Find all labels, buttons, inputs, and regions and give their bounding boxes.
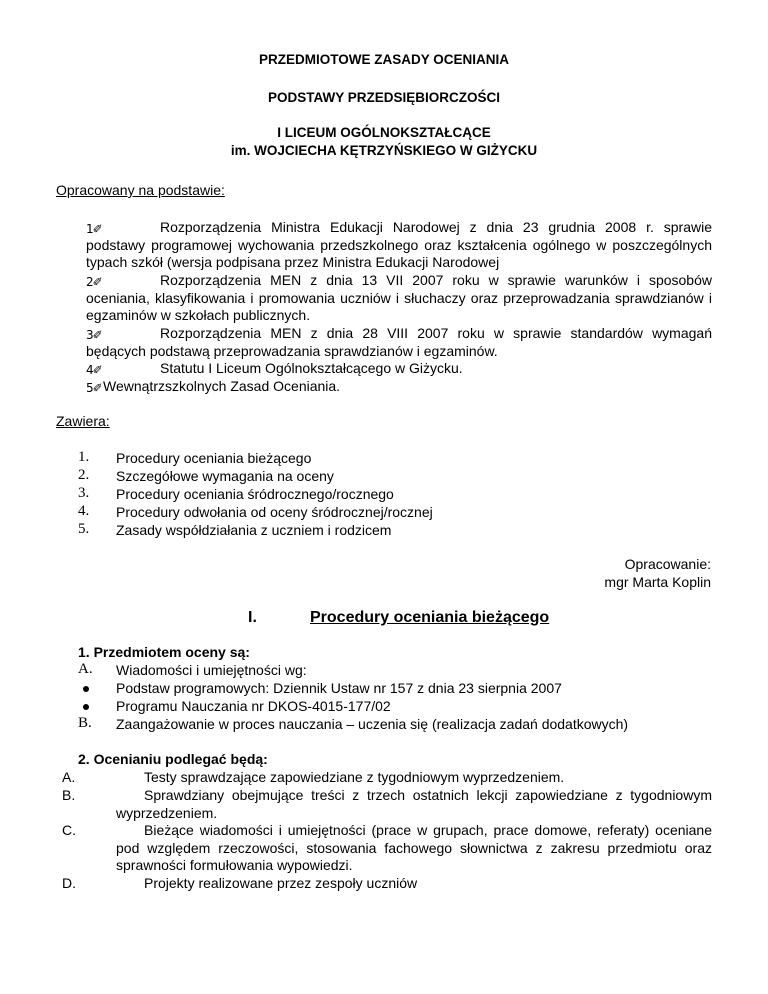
- basis-item-3: Rozporządzenia MEN z dnia 28 VIII 2007 roku w sprawie standardów wymagań będących podstawą przeprowadzania sprawdzianów i egzaminów.: [86, 325, 712, 359]
- contents-item-3: Procedury oceniania śródrocznego/rocznego: [116, 486, 394, 502]
- contents-heading: Zawiera:: [56, 413, 110, 429]
- item-letter-b: B.: [62, 787, 76, 803]
- item-4-icon: 4✐: [86, 363, 102, 377]
- item-5-icon: 5✐: [86, 381, 102, 395]
- bullet: [83, 704, 89, 710]
- item-2-icon: 2✐: [86, 275, 102, 289]
- subsection-1-b: Zaangażowanie w proces nauczania – uczenia się (realizacja zadań dodatkowych): [116, 716, 629, 732]
- contents-item-5: Zasady współdziałania z uczniem i rodzicem: [116, 522, 392, 538]
- item-1-icon: 1✐: [86, 222, 102, 236]
- school-patron: im. WOJCIECHA KĘTRZYŃSKIEGO W GIŻYCKU: [230, 143, 538, 158]
- letter-a: A.: [78, 661, 93, 677]
- contents-num-3: 3.: [78, 485, 90, 501]
- contents-num-5: 5.: [78, 521, 90, 537]
- subsection-2-item-c: Bieżące wiadomości i umiejętności (prace w grupach, prace domowe, referaty) oceniane pod względem rzeczowości, stosowania fachowego słownictwa z zakresu przedmiotu oraz sprawności formułowania wypowiedzi.: [116, 822, 712, 873]
- subsection-1-bullet-1: Podstaw programowych: Dziennik Ustaw nr 157 z dnia 23 sierpnia 2007: [116, 680, 562, 696]
- subsection-1-a: Wiadomości i umiejętności wg:: [116, 662, 307, 678]
- basis-item-4: Statutu I Liceum Ogólnokształcącego w Giżycku.: [160, 360, 463, 376]
- basis-item-1: Rozporządzenia Ministra Edukacji Narodowej z dnia 23 grudnia 2008 r. sprawie podstawy programowej wychowania przedszkolnego oraz kształcenia ogólnego w poszczególnych typach szkół (wersja podpisana przez Ministra Edukacji Narodowej: [86, 219, 712, 270]
- contents-item-2: Szczegółowe wymagania na oceny: [116, 468, 334, 484]
- school-name: I LICEUM OGÓLNOKSZTAŁCĄCE: [277, 125, 491, 140]
- basis-heading: Opracowany na podstawie:: [56, 182, 225, 198]
- document-title: PRZEDMIOTOWE ZASADY OCENIANIA: [258, 52, 509, 67]
- section-number: I.: [248, 609, 257, 626]
- contents-item-1: Procedury oceniania bieżącego: [116, 450, 312, 466]
- item-letter-c: C.: [62, 822, 76, 838]
- contents-num-1: 1.: [78, 449, 90, 465]
- subsection-2-item-a: Testy sprawdzające zapowiedziane z tygodniowym wyprzedzeniem.: [144, 769, 565, 785]
- item-letter-a: A.: [62, 769, 76, 785]
- subsection-1-bullet-2: Programu Nauczania nr DKOS-4015-177/02: [116, 698, 391, 714]
- subsection-2-heading: 2. Ocenianiu podlegać będą:: [78, 751, 268, 767]
- contents-num-2: 2.: [78, 467, 90, 483]
- contents-num-4: 4.: [78, 503, 90, 519]
- bullet: [83, 686, 89, 692]
- contents-item-4: Procedury odwołania od oceny śródrocznej/rocznej: [116, 504, 433, 520]
- subsection-2-item-b: Sprawdziany obejmujące treści z trzech ostatnich lekcji zapowiedziane z tygodniowym wyprzedzeniem.: [116, 787, 712, 821]
- basis-item-5: Wewnątrzszkolnych Zasad Oceniania.: [103, 378, 341, 394]
- subject-title: PODSTAWY PRZEDSIĘBIORCZOŚCI: [267, 90, 501, 105]
- section-title: Procedury oceniania bieżącego: [310, 609, 550, 626]
- author-name: mgr Marta Koplin: [604, 574, 711, 590]
- item-letter-d: D.: [62, 875, 76, 891]
- subsection-1-heading: 1. Przedmiotem oceny są:: [78, 644, 250, 660]
- item-3-icon: 3✐: [86, 328, 102, 342]
- subsection-2-item-d: Projekty realizowane przez zespoły uczniów: [144, 875, 418, 891]
- author-label: Opracowanie:: [624, 556, 711, 572]
- basis-item-2: Rozporządzenia MEN z dnia 13 VII 2007 roku w sprawie warunków i sposobów oceniania, klasyfikowania i promowania uczniów i słuchaczy oraz przeprowadzania sprawdzianów i egzaminów w szkołach publicznych.: [86, 272, 712, 323]
- letter-b: B.: [78, 715, 92, 731]
